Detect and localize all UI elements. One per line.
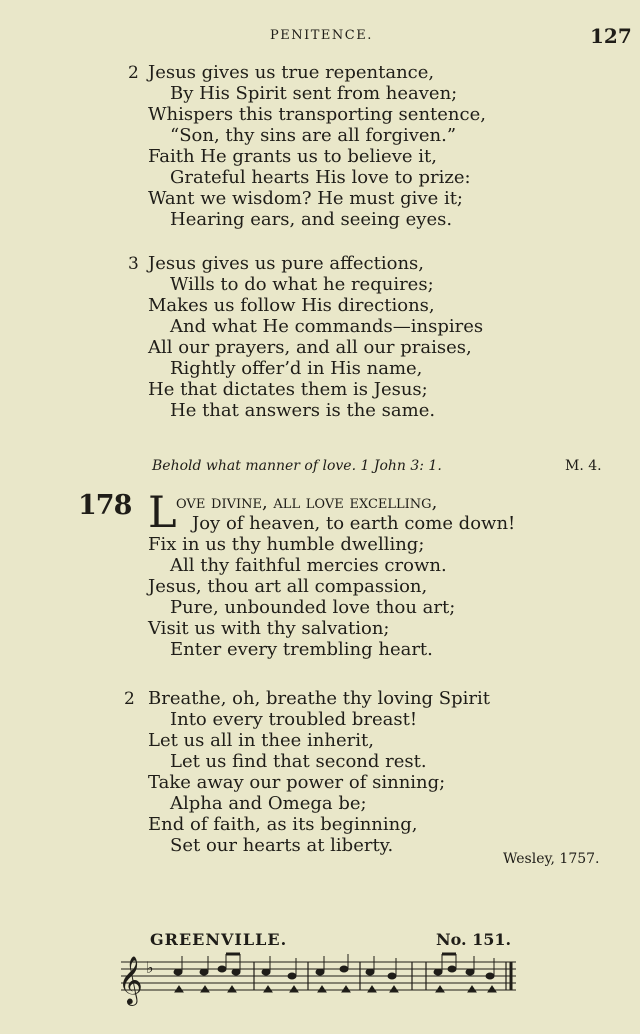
verse-line: Wills to do what he requires; <box>170 274 434 295</box>
stanza-number: 2 <box>124 689 135 709</box>
verse-line: And what He commands—inspires <box>170 316 484 337</box>
tune-name: GREENVILLE. <box>150 930 288 949</box>
verse-line: By His Spirit sent from heaven; <box>170 83 458 104</box>
verse-line: Want we wisdom? He must give it; <box>148 188 463 209</box>
verse-line: Rightly offer’d in His name, <box>170 358 423 379</box>
verse-line: Whispers this transporting sentence, <box>148 104 486 125</box>
stanza-number: 3 <box>128 254 139 274</box>
verse-line: Pure, unbounded love thou art; <box>170 597 456 618</box>
author-attribution: Wesley, 1757. <box>503 851 600 867</box>
verse-line: All our prayers, and all our praises, <box>148 337 472 358</box>
stanza-number: 2 <box>128 63 139 83</box>
verse-line: Jesus gives us pure affections, <box>148 253 424 274</box>
verse-line: “Son, thy sins are all forgiven.” <box>170 125 457 146</box>
verse-line-first: ove divine, all love excelling, <box>176 492 438 513</box>
drop-cap: L <box>148 488 177 538</box>
flat-icon: ♭ <box>146 958 154 977</box>
verse-line: Joy of heaven, to earth come down! <box>192 513 516 534</box>
meter-label: M. 4. <box>565 458 602 474</box>
verse-line: Into every troubled breast! <box>170 709 418 730</box>
treble-clef-icon: 𝄞 <box>118 955 143 1004</box>
page-number: 127 <box>590 24 632 48</box>
scripture-reference-line <box>0 458 640 478</box>
tune-number: No. 151. <box>436 930 512 949</box>
verse-line: Set our hearts at liberty. <box>170 835 394 856</box>
running-head: PENITENCE. <box>270 28 373 43</box>
verse-line: Grateful hearts His love to prize: <box>170 167 471 188</box>
verse-line: All thy faithful mercies crown. <box>170 555 447 576</box>
verse-line: Jesus, thou art all compassion, <box>148 576 428 597</box>
hymn-number: 178 <box>78 490 132 521</box>
verse-line: End of faith, as its beginning, <box>148 814 418 835</box>
verse-line: Let us find that second rest. <box>170 751 427 772</box>
verse-line: Enter every trembling heart. <box>170 639 433 660</box>
verse-line: Faith He grants us to believe it, <box>148 146 437 167</box>
verse-line: Fix in us thy humble dwelling; <box>148 534 425 555</box>
verse-line: Makes us follow His directions, <box>148 295 435 316</box>
scripture-reference: Behold what manner of love. 1 John 3: 1. <box>152 458 442 474</box>
verse-line: He that dictates them is Jesus; <box>148 379 428 400</box>
verse-line: Hearing ears, and seeing eyes. <box>170 209 453 230</box>
verse-line: Alpha and Omega be; <box>170 793 367 814</box>
verse-line: Take away our power of sinning; <box>148 772 446 793</box>
verse-line: Jesus gives us true repentance, <box>148 62 435 83</box>
music-staff <box>116 948 516 1008</box>
verse-line: Let us all in thee inherit, <box>148 730 374 751</box>
verse-line: Breathe, oh, breathe thy loving Spirit <box>148 688 490 709</box>
verse-line: He that answers is the same. <box>170 400 436 421</box>
page-header <box>0 24 640 48</box>
verse-line: Visit us with thy salvation; <box>148 618 390 639</box>
